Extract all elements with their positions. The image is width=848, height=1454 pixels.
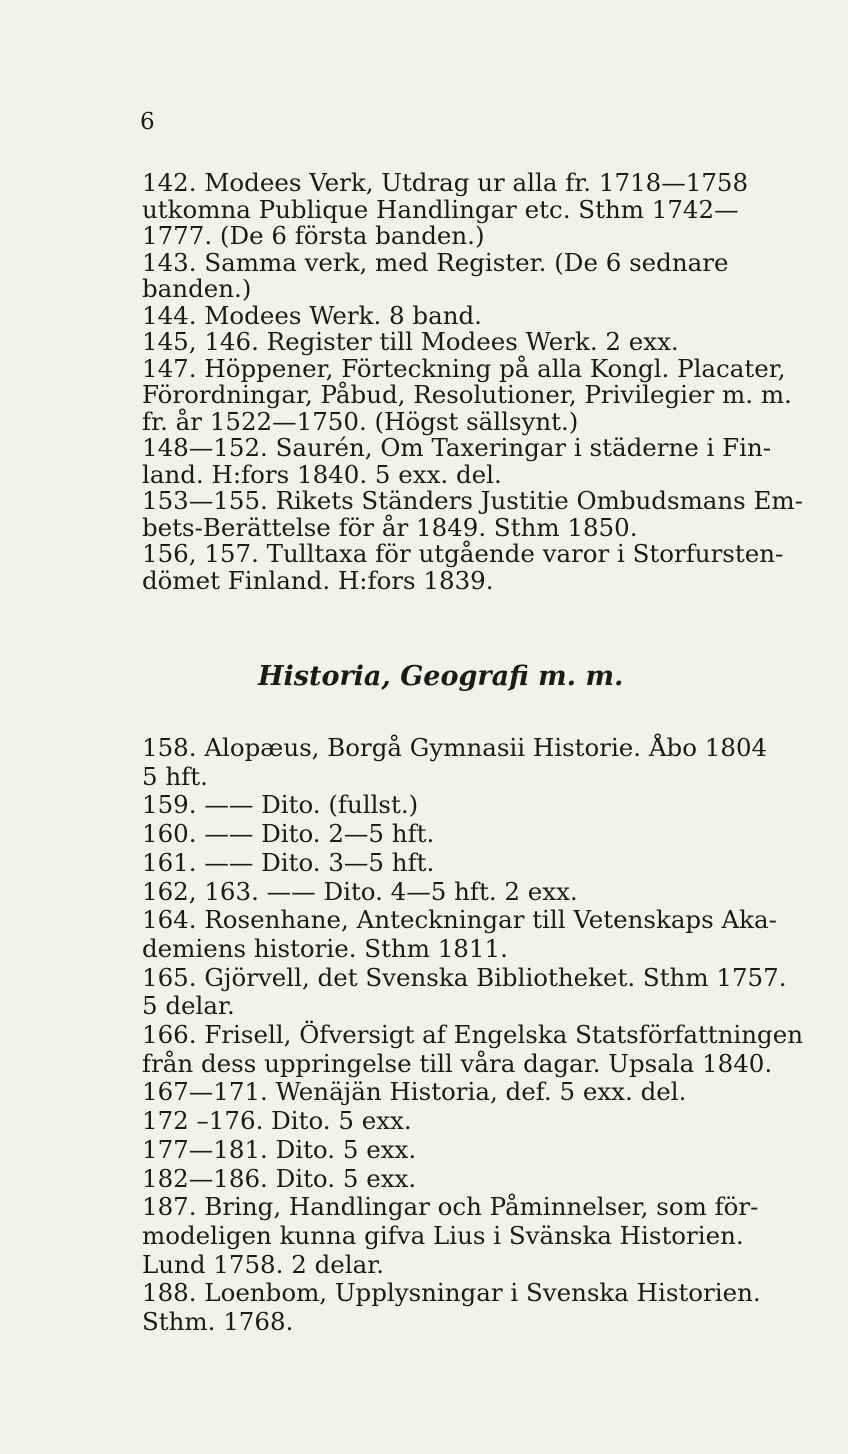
entry-line: bets-Berättelse för år 1849. Sthm 1850. xyxy=(142,512,638,542)
catalog-entry xyxy=(142,1107,792,1136)
entry-line: demiens historie. Sthm 1811. xyxy=(142,933,508,963)
entry-line: 5 hft. xyxy=(142,761,208,791)
catalog-entry xyxy=(142,170,792,250)
entry-line: modeligen kunna gifva Lius i Svänska Historien. xyxy=(142,1220,744,1250)
page-number: 6 xyxy=(140,109,155,135)
entry-line: 147. Höppener, Förteckning på alla Kongl. Placater, xyxy=(142,353,786,383)
entry-line: land. H:fors 1840. 5 exx. del. xyxy=(142,459,502,489)
entry-line: 1777. (De 6 första banden.) xyxy=(142,221,485,250)
entry-line: 187. Bring, Handlingar och Påminnelser, som för- xyxy=(142,1192,759,1222)
catalog-entry xyxy=(142,1165,792,1194)
catalog-entries-bottom xyxy=(142,733,803,1337)
catalog-entry xyxy=(142,1020,803,1078)
catalog-entry xyxy=(142,791,792,820)
catalog-entry xyxy=(142,964,792,1021)
entry-line: 145, 146. Register till Modees Werk. 2 exx. xyxy=(142,327,679,356)
entry-line: 164. Rosenhane, Anteckningar till Vetenskaps Aka- xyxy=(142,905,777,935)
entry-line: 162, 163. —— Dito. 4—5 hft. 2 exx. xyxy=(142,876,578,906)
catalog-entry xyxy=(142,1279,792,1336)
catalog-entry xyxy=(142,734,792,791)
catalog-entry xyxy=(142,820,792,849)
entry-line: dömet Finland. H:fors 1839. xyxy=(142,565,494,595)
catalog-entry xyxy=(142,486,803,542)
entry-line: 188. Loenbom, Upplysningar i Svenska Historien. xyxy=(142,1278,761,1308)
entry-line: 144. Modees Werk. 8 band. xyxy=(142,300,482,330)
entry-line: 156, 157. Tulltaxa för utgående varor i Storfursten- xyxy=(142,539,784,568)
entry-line: fr. år 1522—1750. (Högst sällsynt.) xyxy=(142,406,579,436)
entry-line: 182—186. Dito. 5 exx. xyxy=(142,1163,417,1193)
entry-line: Sthm. 1768. xyxy=(142,1307,294,1337)
entry-line: 143. Samma verk, med Register. (De 6 sednare xyxy=(142,247,729,277)
catalog-entry xyxy=(142,329,792,356)
catalog-entry xyxy=(142,247,792,303)
entry-line: 161. —— Dito. 3—5 hft. xyxy=(142,847,435,877)
catalog-entry xyxy=(142,849,792,878)
entry-line: 5 delar. xyxy=(142,991,235,1021)
entry-line: Förordningar, Påbud, Resolutioner, Privilegier m. m. xyxy=(142,380,792,409)
entry-line: 165. Gjörvell, det Svenska Bibliotheket. Sthm 1757. xyxy=(142,962,787,992)
catalog-entry xyxy=(142,300,792,330)
entry-line: 148—152. Saurén, Om Taxeringar i städerne i Fin- xyxy=(142,433,772,462)
entry-line: 177—181. Dito. 5 exx. xyxy=(142,1134,417,1164)
section-heading: Historia, Geografi m. m. xyxy=(258,661,624,692)
entry-line: 142. Modees Verk, Utdrag ur alla fr. 1718—1758 xyxy=(142,168,749,197)
entry-line: 153—155. Rikets Ständers Justitie Ombudsmans Em- xyxy=(142,486,803,515)
entry-line: utkomna Publique Handlingar etc. Sthm 1742— xyxy=(142,194,739,224)
entry-line: 172 –176. Dito. 5 exx. xyxy=(142,1106,412,1136)
catalog-entry xyxy=(142,906,792,963)
entry-line: 159. —— Dito. (fullst.) xyxy=(142,790,419,820)
catalog-entries-top xyxy=(142,168,803,595)
catalog-entry xyxy=(142,878,792,907)
catalog-entry xyxy=(142,541,792,594)
entry-line: 167—171. Wenäjän Historia, def. 5 exx. del. xyxy=(142,1077,687,1107)
entry-line: 160. —— Dito. 2—5 hft. xyxy=(142,819,435,849)
entry-line: Lund 1758. 2 delar. xyxy=(142,1249,385,1279)
entry-line: från dess uppringelse till våra dagar. Upsala 1840. xyxy=(142,1048,773,1078)
catalog-entry xyxy=(142,1193,792,1279)
catalog-entry xyxy=(142,353,792,436)
catalog-entry xyxy=(142,435,792,488)
catalog-entry xyxy=(142,1136,792,1165)
entry-line: 166. Frisell, Öfversigt af Engelska Statsförfattningen xyxy=(142,1020,803,1050)
entry-line: 158. Alopæus, Borgå Gymnasii Historie. Åbo 1804 xyxy=(142,733,768,762)
catalog-entry xyxy=(142,1078,792,1107)
entry-line: banden.) xyxy=(142,274,252,303)
